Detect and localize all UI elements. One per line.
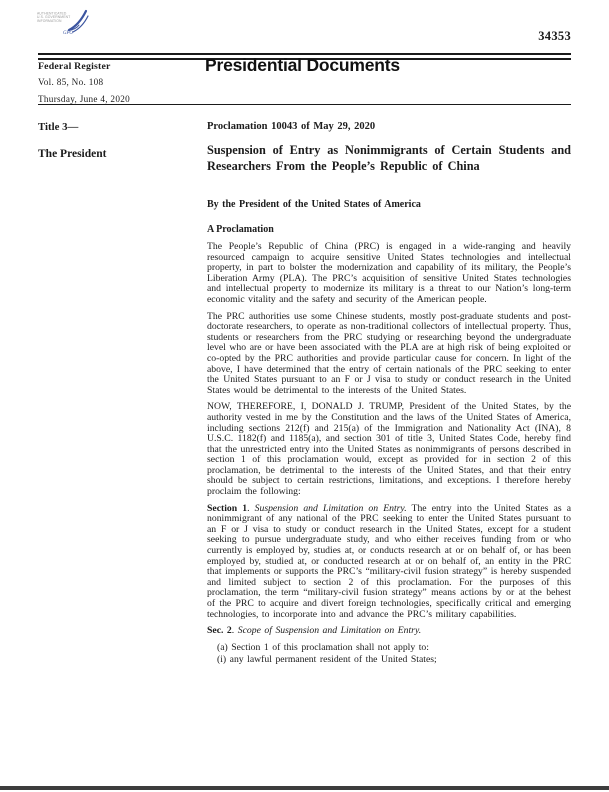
gpo-logo-text-line: INFORMATION <box>37 19 62 23</box>
publication-name: Federal Register <box>38 61 111 72</box>
document-body <box>207 121 571 667</box>
gpo-logo-text-line: U.S. GOVERNMENT <box>37 15 71 20</box>
paragraph-run: NOW, THEREFORE, I, DONALD J. TRUMP, President of the United States, by the authority vested in me by the Constitution and the laws of the United States of America, including sections 212(f) and 215(a) of the Immigration and Nationality Act (INA), 8 U.S.C. 1182(f) and 1185(a), and section 301 of title 3, United States Code, hereby find that the unrestricted entry into the United States as nonimmigrants of persons described in section 1 of this proclamation would, except as provided for in section 2 of this proclamation, be detrimental to the interests of the United States, and that their entry should be subject to certain restrictions, limitations, and exceptions. I therefore hereby proclaim the following: <box>207 401 571 498</box>
paragraph-run: . <box>231 625 238 637</box>
paragraph-run: . <box>247 502 255 514</box>
paragraph-run: Section 1 <box>207 502 248 514</box>
proclamation-paragraphs <box>207 242 571 666</box>
page-bottom-rule <box>0 786 609 790</box>
proclamation-line: Proclamation 10043 of May 29, 2020 <box>207 121 376 132</box>
title-sidebar <box>38 121 198 160</box>
paragraph-run: (a) Section 1 of this proclamation shall not apply to: <box>217 641 429 653</box>
gpo-logo-text <box>37 12 70 23</box>
byline: By the President of the United States of America <box>207 199 421 210</box>
subheading: A Proclamation <box>207 224 274 235</box>
paragraph-run: The People’s Republic of China (PRC) is engaged in a wide-ranging and heavily resourced campaign to acquire sensitive United States technologies and intellectual property, in part to bolster the modernization and capability of its military, the People’s Liberation Army (PLA). The PRC’s acquisition of sensitive United States technologies and intellectual property to modernize its military is a threat to our Nation’s long-term economic vitality and the safety and security of the American people. <box>207 241 571 305</box>
paragraph-run: Suspension and Limitation on Entry. <box>254 502 407 514</box>
paragraph-run: The PRC authorities use some Chinese students, mostly post-graduate students and post-doctorate researchers, to operate as non-traditional collectors of intellectual property. Thus, students or researchers from the PRC studying or researching beyond the undergraduate level who are or have been associated with the PLA are at high risk of being exploited or co-opted by the PRC authorities and provide particular cause for concern. In light of the above, I have determined that the entry of certain nationals of the PRC seeking to enter the United States pursuant to an F or J visa to study or conduct research in the United States would be detrimental to the interests of the United States. <box>207 310 571 396</box>
publication-date: Thursday, June 4, 2020 <box>38 94 130 104</box>
section-title: Presidential Documents <box>205 55 400 75</box>
paragraph-run: Sec. 2 <box>207 625 232 637</box>
publication-volume: Vol. 85, No. 108 <box>38 77 104 87</box>
paragraph <box>207 655 571 666</box>
paragraph <box>207 626 571 637</box>
paragraph-run: (i) any lawful permanent resident of the United States; <box>217 654 437 666</box>
title-name: The President <box>38 148 107 160</box>
paragraph <box>207 504 571 621</box>
paragraph <box>207 312 571 397</box>
document-title: Suspension of Entry as Nonimmigrants of Certain Students and Researchers From the People’s Republic of China <box>207 143 571 173</box>
single-rule <box>38 104 571 105</box>
masthead <box>38 61 130 104</box>
title-number: Title 3— <box>38 121 79 133</box>
paragraph-run: Scope of Suspension and Limitation on Entry. <box>237 625 422 637</box>
paragraph-run: The entry into the United States as a nonimmigrant of any national of the PRC seeking to enter the United States pursuant to an F or J visa to study or conduct research in the United States, except for a student seeking to pursue undergraduate study, and who either receives funding from or who currently is employed by, studies at, or conducts research at or on behalf of, or has been employed by, studied at, or conducted research at or on behalf of, an entity in the PRC that implements or supports the PRC’s “military-civil fusion strategy” is hereby suspended and limited subject to section 2 of this proclamation. For the purposes of this proclamation, the term “military-civil fusion strategy” means actions by or at the behest of the PRC to acquire and divert foreign technologies, specifically critical and emerging technologies, to incorporate into and advance the PRC’s military capabilities. <box>207 502 571 620</box>
paragraph <box>207 402 571 497</box>
gpo-label: GPO <box>63 30 73 36</box>
paragraph <box>207 643 571 654</box>
gpo-authenticated-logo <box>37 9 97 39</box>
gpo-logo-text-line: AUTHENTICATED <box>37 12 67 16</box>
paragraph <box>207 242 571 306</box>
page-number: 34353 <box>538 29 571 43</box>
